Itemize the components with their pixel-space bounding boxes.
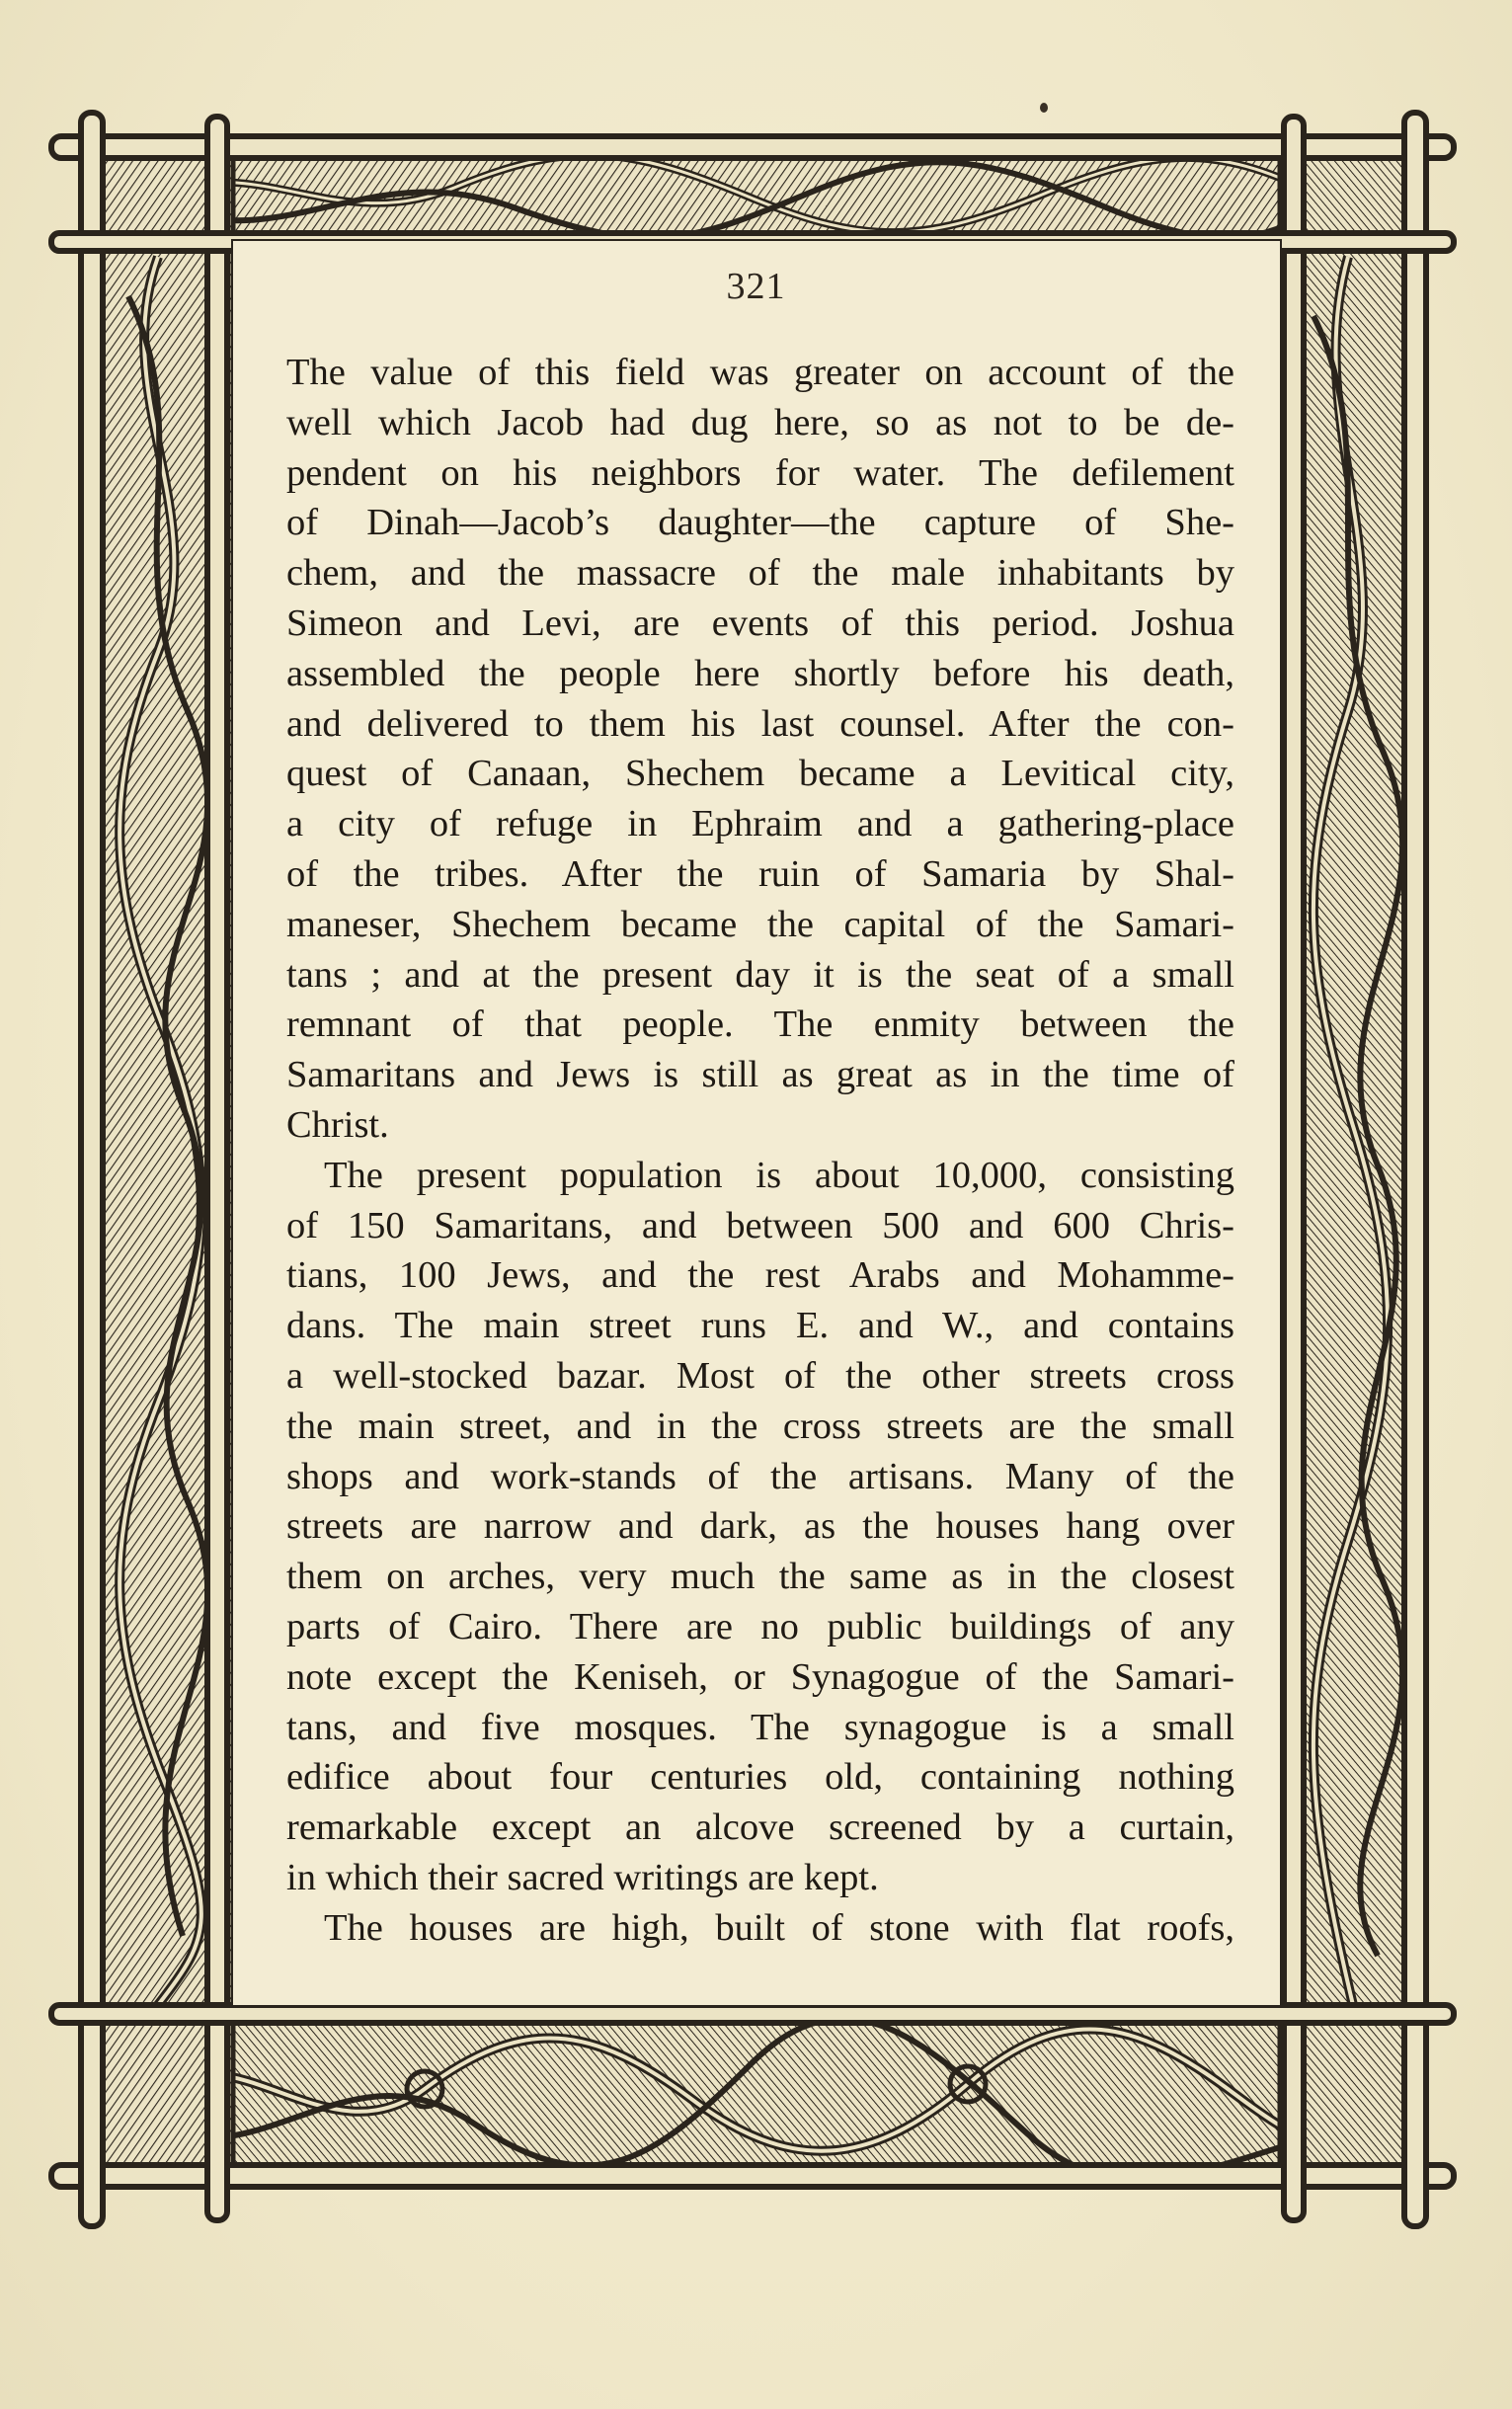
text-line: in which their sacred writings are kept. <box>286 1856 879 1898</box>
text-line: chem, and the massacre of the male inhabitants by <box>286 552 1234 595</box>
page-number: 321 <box>726 266 786 307</box>
text-line: the main street, and in the cross streets are the small <box>286 1405 1234 1447</box>
text-line: parts of Cairo. There are no public buildings of any <box>286 1605 1234 1647</box>
text-line: Samaritans and Jews is still as great as in the time of <box>286 1054 1234 1096</box>
text-line: a well-stocked bazar. Most of the other streets cross <box>286 1354 1234 1397</box>
text-line: pendent on his neighbors for water. The defilement <box>286 451 1234 494</box>
text-line: The value of this field was greater on account of the <box>286 352 1234 393</box>
text-line: and delivered to them his last counsel. After the con- <box>286 702 1234 745</box>
text-line: quest of Canaan, Shechem became a Levitical city, <box>286 753 1234 795</box>
text-line: shops and work-stands of the artisans. Many of the <box>286 1455 1234 1497</box>
text-line: dans. The main street runs E. and W., and contains <box>286 1305 1234 1347</box>
text-line: tians, 100 Jews, and the rest Arabs and Mohamme- <box>286 1254 1234 1297</box>
text-line: streets are narrow and dark, as the houses hang over <box>286 1505 1234 1548</box>
text-line: them on arches, very much the same as in the closest <box>286 1556 1234 1598</box>
text-line: tans ; and at the present day it is the seat of a small <box>286 953 1234 996</box>
text-line: edifice about four centuries old, containing nothing <box>286 1756 1234 1799</box>
text-line: well which Jacob had dug here, so as not to be de- <box>286 401 1234 443</box>
text-line: maneser, Shechem became the capital of the Samari- <box>286 903 1234 945</box>
text-line: of 150 Samaritans, and between 500 and 600 Chris- <box>286 1204 1234 1246</box>
text-line: tans, and five mosques. The synagogue is a small <box>286 1706 1234 1748</box>
text-line: The present population is about 10,000, consisting <box>324 1154 1234 1196</box>
text-line: of Dinah—Jacob’s daughter—the capture of She- <box>286 502 1234 544</box>
text-line: assembled the people here shortly before his death, <box>286 652 1234 694</box>
frame-bottom-band <box>87 2013 1416 2181</box>
body-text <box>286 348 1234 1954</box>
text-line: of the tribes. After the ruin of Samaria by Shal- <box>286 852 1234 895</box>
text-line: a city of refuge in Ephraim and a gathering-place <box>286 803 1234 845</box>
text-line: remnant of that people. The enmity between the <box>286 1004 1234 1046</box>
text-line: note except the Keniseh, or Synagogue of the Samari- <box>286 1655 1234 1698</box>
text-line: remarkable except an alcove screened by a curtain, <box>286 1807 1234 1849</box>
text-line: The houses are high, built of stone with flat roofs, <box>324 1906 1234 1949</box>
text-line: Christ. <box>286 1103 389 1146</box>
text-line: Simeon and Levi, are events of this period. Joshua <box>286 602 1234 644</box>
